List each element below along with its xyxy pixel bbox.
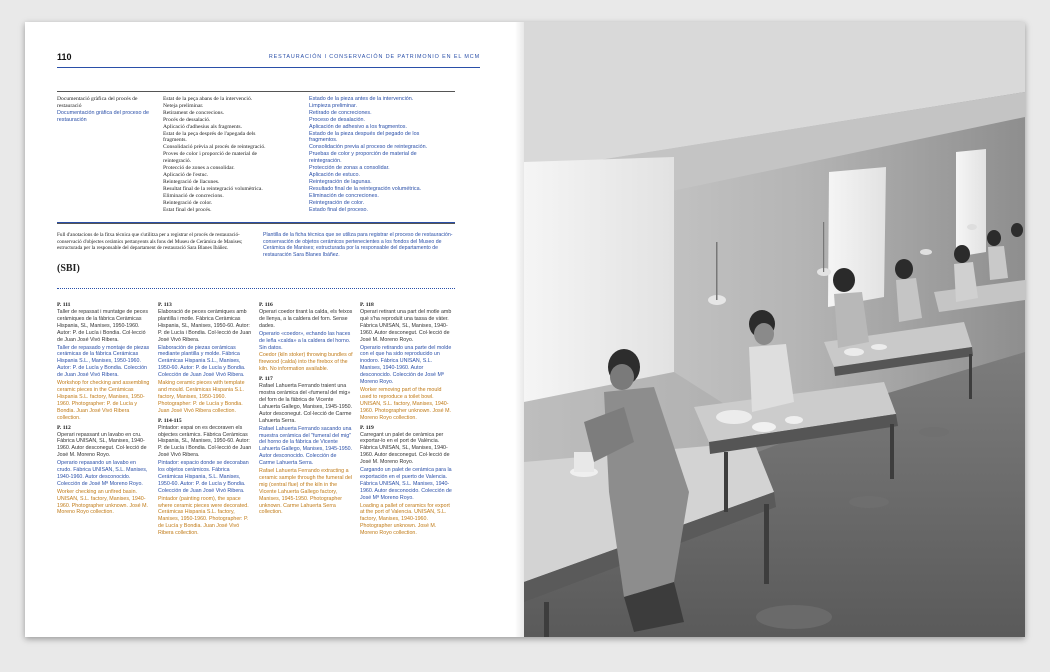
table-step-ca: Procés de dessalació. xyxy=(163,116,211,123)
title-ca-line: restauració xyxy=(57,102,82,109)
caption-spanish: Plantilla de la ficha técnica que se utiliza para registrar el proceso de restauración-conservación de objetos cerámicos pertenecientes a los fondos del Museo de Cerámica de Manises; estructurada por la responsable del departamento de restauración Sara Blanes Ibáñez. xyxy=(263,232,453,259)
table-step-es: Aplicación de adhesivo a los fragmentos. xyxy=(309,123,407,130)
caption-text-es: Rafael Lahuerta Ferrando sacando una muestra cerámica del "fumeral del mig" del horno de la fábrica de Vicente Lahuerta Gallego, Manises, 1945-1950. Autor desconocido. Colección de Carme Lahuerta Serra. xyxy=(259,425,353,467)
table-step-es: Reintegración de lagunas. xyxy=(309,178,372,185)
header-rule xyxy=(57,67,480,68)
table-step-es: Limpieza preliminar. xyxy=(309,102,357,109)
caption-text-es: Pintador: espacio donde se decoraban los objetos cerámicos. Fábrica Cerámicas Hispania, S.L. Manises, 1950-60. Autor: P. de Lucía y Bondia. Colección de Juan José Vivó Ribera. xyxy=(158,460,249,494)
table-step-ca: Estat final del procés. xyxy=(163,206,212,213)
photo-ref: P. 112 xyxy=(57,424,71,431)
caption-text-es: Cargando un palet de cerámica para la exportación en el puerto de Valencia. Fábrica UNISAN, S.L. Manises, 1940-1960. Autor desconocido. Colección de José Mª Moreno Royo. xyxy=(360,467,452,501)
window-3 xyxy=(956,149,986,257)
photo-ref: P. 111 xyxy=(57,302,71,308)
table-step-ca: Estat de la peça després de l'apegada dels xyxy=(163,130,256,137)
caption-rule xyxy=(57,222,455,223)
table-step-ca: fragments. xyxy=(163,137,187,144)
caption-text-ca: Operari repassant un lavabo en cru. Fàbrica UNISAN, SL, Manises, 1940-1960. Autor desconegut. Col·lecció de José M. Moreno Royo. xyxy=(57,431,147,459)
photo-ref: P. 114-115 xyxy=(158,417,182,424)
book-spread xyxy=(25,22,1025,637)
caption-text-ca: Elaboració de peces ceràmiques amb plantilla i motle. Fàbrica Ceràmicas Hispania, SL, Manises, 1950-60. Autor: P. de Lucía i Bondia. Col·lecció de Juan José Vivó Ribera. xyxy=(158,309,252,343)
table-step-es: Aplicación de estuco. xyxy=(309,171,360,178)
table-step-es: Protección de zonas a consolidar. xyxy=(309,165,390,172)
table-step-ca: reintegració. xyxy=(163,158,192,165)
caption-text-es: Operario retirando una parte del molde con el que ha sido reproducido un inodoro. Fábrica UNISAN, S.L. Manises, 1940-1960. Autor desconocido. Colección de José Mª Moreno Royo. xyxy=(360,344,452,386)
title-es-line: Documentación gràfica del proceso de xyxy=(57,109,149,116)
table-step-ca: Reintegració de llacunes. xyxy=(163,178,220,185)
caption-text-ca: Operari retirant una part del motle amb què s'ha reproduït una tassa de vàter. Fàbrica UNISAN, SL, Manises, 1940-1960. Autor desconegut. Col·lecció de José M. Moreno Royo. xyxy=(360,309,452,343)
table-step-es: Reintegración de color. xyxy=(309,199,365,206)
caption-text-ca: Pintador: espai on es decoraven els objectes ceràmics. Fàbrica Ceràmicas Hispania, SL, Manises, 1950-60. Autor: P. de Lucía i Bondia. Col·lecció de Juan José Vivó Ribera. xyxy=(158,424,252,459)
photo-ref: P. 113 xyxy=(158,302,172,308)
page-number: 110 xyxy=(57,52,72,62)
table-step-es: Resultado final de la reintegración volumétrica. xyxy=(309,185,422,192)
table-step-ca: Reintegració de color. xyxy=(163,199,213,206)
workshop-photo xyxy=(524,22,1025,637)
table-step-ca: Neteja preliminar. xyxy=(163,102,204,109)
caption-text-ca: Rafael Lahuerta Ferrando traient una mostra ceràmica del «fumeral del mig» del forn de la fàbrica de Vicente Lahuerta Gallego, Manises, 1945-1950. Autor desconegut. Col·lecció de Carme Lahuerta Serra. xyxy=(259,383,353,424)
caption-text-en: Loading a pallet of ceramics for export at the port of Valencia. UNISAN, S.L. factory, Manises, 1940-1960. Photographer unknown. José M. Moreno Royo collection. xyxy=(360,502,450,537)
table-step-ca: Aplicació de l'estuc. xyxy=(163,171,209,178)
photo-ref: P. 117 xyxy=(259,376,273,383)
caption-column xyxy=(360,302,454,540)
author-initials: (SBI) xyxy=(57,263,80,274)
table-col-title xyxy=(57,96,177,124)
caption-column xyxy=(57,302,151,519)
table-step-es: Estado de la pieza después del pegado de los xyxy=(309,130,420,137)
table-step-es: Retirado de concreciones. xyxy=(309,109,372,116)
table-step-ca: Proves de color i proporció de material de xyxy=(163,151,257,158)
documentation-table xyxy=(57,91,455,224)
caption-text-ca: Taller de repassat i muntatge de peces ceràmiques de la fàbrica Ceràmicas Hispania, SL, Manises, 1950-1960. Autor: P. de Lucía i Bondia. Col·lecció de Juan José Vivó Ribera. xyxy=(57,309,148,343)
caption-text-en: Workshop for checking and assembling ceramic pieces in the Cerámicas Hispania S.L. factory, Manises, 1950-1960. Photographer: P. de Lucía y Bondia. Juan José Vivó Ribera collection. xyxy=(57,380,150,421)
title-ca-line: Documentació gràfica del procés de xyxy=(57,96,138,102)
dotted-rule xyxy=(57,288,455,289)
table-step-es: Consolidación previa al proceso de reintegración. xyxy=(309,144,428,151)
caption-text-en: Worker checking an unfired basin. UNISAN, S.L. factory, Manises, 1940-1960. Photographer unknown. José M. Moreno Royo collection. xyxy=(57,488,148,516)
table-step-es: Proceso de desalación. xyxy=(309,116,366,123)
caption-text-es: Elaboración de piezas cerámicas mediante plantilla y molde. Fábrica Cerámicas Hispania S.L., Manises, 1950-60. Autor: P. de Lucía y Bondia. Colección de Juan José Vivó Ribera. xyxy=(158,344,246,379)
table-col-spanish xyxy=(309,96,455,213)
table-step-ca: Aplicació d'adhesius als fragments. xyxy=(163,123,242,130)
table-step-es: Eliminación de concreciones. xyxy=(309,192,379,199)
table-step-ca: Protecció de zones a consolidar. xyxy=(163,165,235,172)
caption-column xyxy=(158,302,252,540)
photo-ref: P. 116 xyxy=(259,302,273,308)
photo-ref: P. 118 xyxy=(360,302,374,308)
caption-text-ca: Carregant un palet de ceràmica per exportar-lo en el port de València. Fàbrica UNISAN, SL, Manises, 1940-1960. Autor desconegut. Col·lecció de José M. Moreno Royo. xyxy=(360,431,450,466)
caption-text-en: Worker removing part of the mould used to reproduce a toilet bowl. UNISAN, S.L. factory, Manises, 1940-1960. Photographer unknown. José M. Moreno Royo collection. xyxy=(360,386,451,421)
caption-text-en: Making ceramic pieces with template and mould. Cerámicas Hispania S.L. factory, Manises, 1950-1960. Photographer: P. de Lucía y Bondia. Juan José Vivó Ribera collection. xyxy=(158,380,245,414)
table-step-es: Estado de la pieza antes de la intervención. xyxy=(309,96,414,102)
photo-ref: P. 119 xyxy=(360,424,374,431)
caption-text-en: Coedor (kiln stoker) throwing bundles of firewood (calda) into the firebox of the kiln. No information available. xyxy=(259,352,353,373)
table-step-es: Pruebas de color y proporción de material de xyxy=(309,151,417,158)
caption-text-es: Operario repasando un lavabo en crudo. Fábrica UNISAN, S.L. Manises, 1940-1960. Autor desconocido. Colección de José Mª Moreno Royo. xyxy=(57,460,148,487)
left-page xyxy=(25,22,524,637)
table-col-catalan xyxy=(163,96,291,213)
table-step-ca: Resultat final de la reintegració volumètrica. xyxy=(163,185,263,192)
right-page xyxy=(524,22,1025,637)
caption-text-es: Taller de repasado y montaje de piezas cerámicas de la fábrica Cerámicas Hispania S.L., Manises, 1950-1960. Autor: P. de Lucía y Bondia. Colección de Juan José Vivó Ribera. xyxy=(57,344,150,379)
table-step-ca: Retirament de concrecions. xyxy=(163,109,225,116)
table-step-es: Estado final del proceso. xyxy=(309,206,369,213)
table-step-ca: Consolidació prèvia al procés de reintegració. xyxy=(163,144,266,151)
caption-text-en: Pintador (painting room), the space where ceramic pieces were decorated. Cerámicas Hispania S.L. factory, Manises, 1950-1960. Photographer: P. de Lucía y Bondia. Juan José Vivó Ribera collection. xyxy=(158,495,249,537)
caption-column xyxy=(259,302,353,519)
caption-text-es: Operario «coedor», echando las haces de leña «calda» a la caldera del horno. Sin datos. xyxy=(259,330,351,351)
caption-text-ca: Operari coedor tirant la calda, els feixos de llenya, a la caldera del forn. Sense dades. xyxy=(259,309,353,329)
window-1 xyxy=(524,157,674,402)
table-step-ca: Eliminació de concrecions. xyxy=(163,192,224,199)
table-step-es: fragmentos. xyxy=(309,137,338,144)
table-step-ca: Estat de la peça abans de la intervenció. xyxy=(163,96,253,102)
running-header: RESTAURACIÓN I CONSERVACIÓN DE PATRIMONIO EN EL MCM xyxy=(268,54,480,60)
caption-catalan: Full d'anotacions de la fitxa tècnica que s'utilitza per a registrar el procés de restauració-conservació d'objectes ceràmics pertanyents als fons del Museu de Ceràmica de Manises; estructurada per la responsable del departament de restauració Sara Blanes Ibáñez. xyxy=(57,232,243,252)
title-es-line: restauración xyxy=(57,116,87,123)
table-step-es: reintegración. xyxy=(309,158,342,165)
caption-text-en: Rafael Lahuerta Ferrando extracting a ceramic sample through the fumeral del mig (central flue) of the kiln in the Vicente Lahuerta Gallego factory, Manises, 1945-1950. Photographer unknown. Carme Lahuerta Serra collection. xyxy=(259,468,353,516)
